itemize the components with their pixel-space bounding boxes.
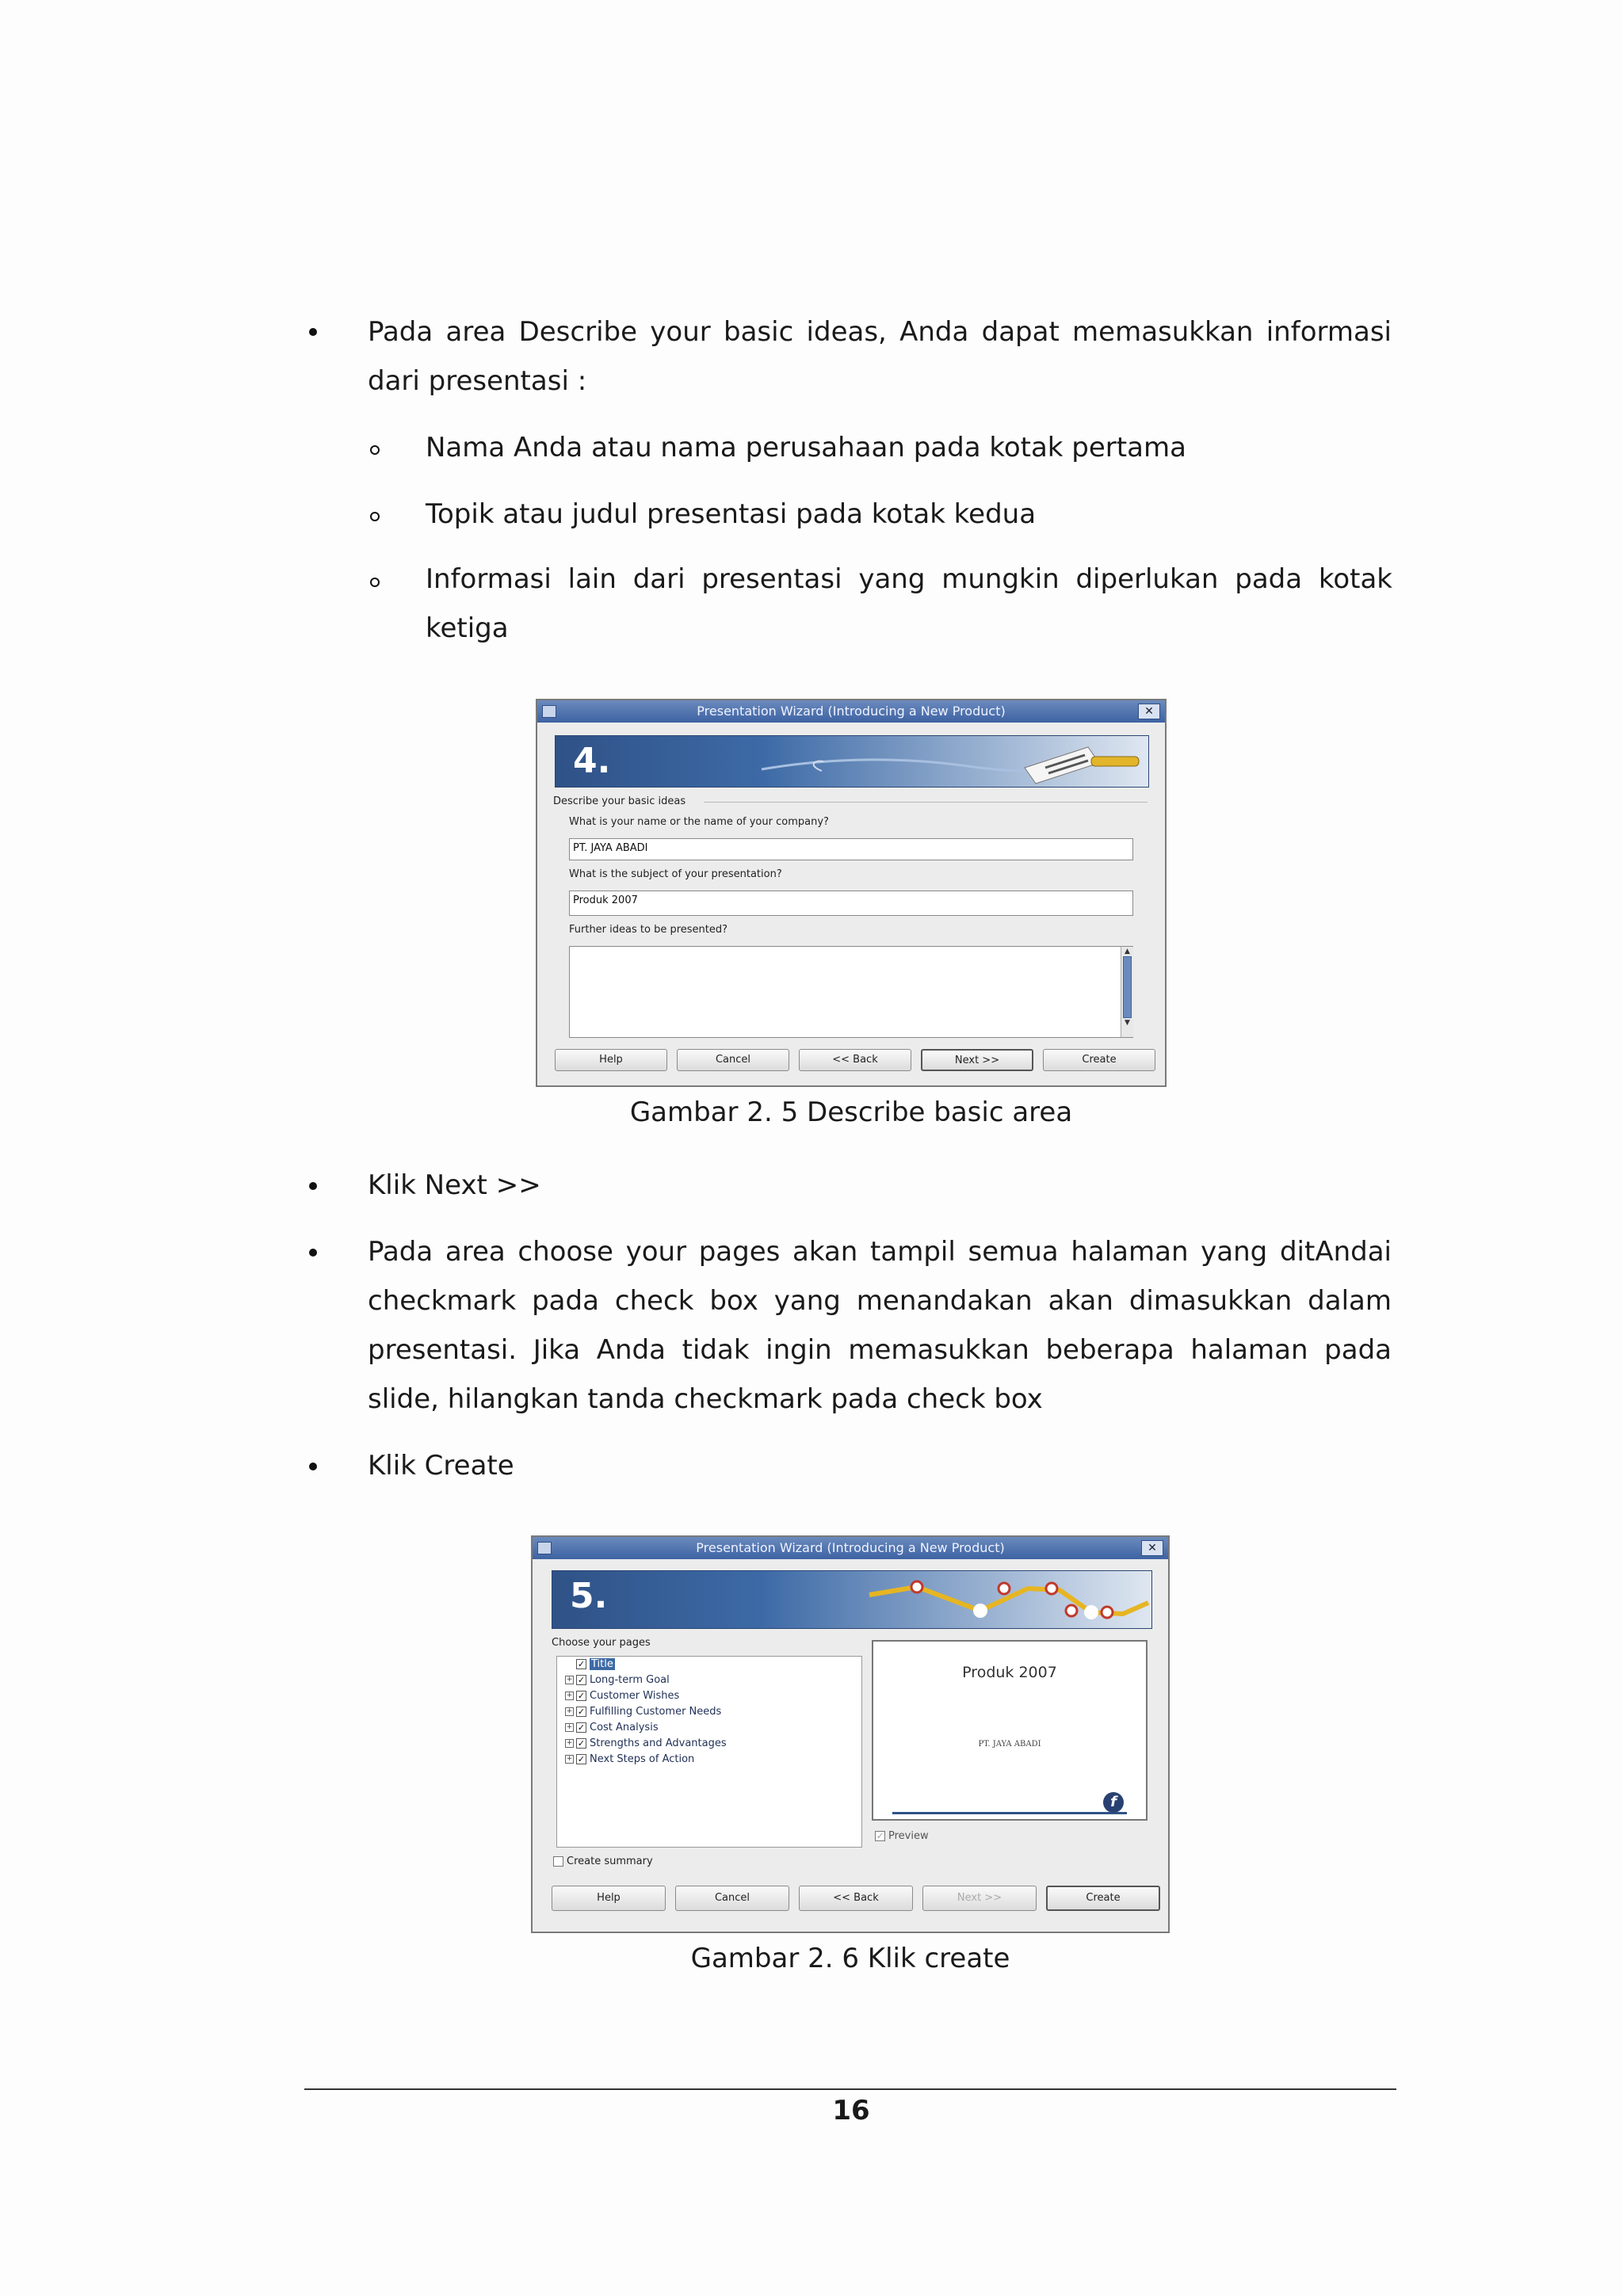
tree-item-label: Customer Wishes [590, 1690, 680, 1702]
help-button[interactable]: Help [555, 1049, 667, 1071]
tree-item-label: Strengths and Advantages [590, 1737, 727, 1749]
subject-input[interactable]: Produk 2007 [569, 891, 1133, 916]
create-button[interactable]: Create [1043, 1049, 1155, 1071]
tree-item-strengths[interactable] [565, 1737, 727, 1749]
cancel-button[interactable]: Cancel [677, 1049, 789, 1071]
tree-item-cost-analysis[interactable] [565, 1722, 659, 1733]
page-number: 16 [832, 2095, 870, 2126]
pages-tree[interactable] [556, 1656, 862, 1848]
next-button[interactable]: Next >> [921, 1049, 1033, 1071]
checkbox-icon[interactable]: ✓ [577, 1738, 586, 1749]
checkbox-icon[interactable]: ✓ [577, 1707, 586, 1717]
preview-slide-subtitle: PT. JAYA ABADI [978, 1740, 1041, 1749]
create-summary-checkbox[interactable] [553, 1855, 653, 1867]
window-titlebar [533, 1537, 1168, 1559]
sub-bullet-marker [370, 445, 380, 455]
scrollbar-thumb[interactable] [1123, 956, 1132, 1018]
step-number: 5. [570, 1576, 608, 1616]
help-button[interactable]: Help [552, 1886, 666, 1911]
expand-icon[interactable]: + [566, 1723, 573, 1731]
tree-item-next-steps[interactable] [565, 1753, 694, 1765]
tree-item-label: Long-term Goal [590, 1674, 670, 1686]
create-button[interactable]: Create [1046, 1886, 1160, 1911]
sub-bullet-marker [370, 512, 380, 521]
preview-slide-underline [892, 1812, 1127, 1814]
subject-label: What is the subject of your presentation? [569, 868, 782, 880]
wizard-window-describe [536, 699, 1167, 1087]
preview-pane [872, 1640, 1148, 1821]
bullet-choose-pages: Pada area choose your pages akan tampil semua halaman yang ditAndai checkmark pada check box yang menandakan akan dimasukkan dalam presentasi. Jika Anda tidak ingin memasukkan beberapa halaman pada slide, hilangkan tanda checkmark pada check box [368, 1236, 1392, 1415]
bullet-klik-next: Klik Next >> [368, 1169, 541, 1201]
expand-icon[interactable]: + [566, 1739, 573, 1747]
group-label-choose-pages: Choose your pages [552, 1637, 651, 1649]
expand-icon[interactable]: + [566, 1691, 573, 1699]
wizard-banner [552, 1570, 1152, 1629]
company-name-label: What is your name or the name of your company? [569, 816, 829, 828]
next-button[interactable]: Next >> [922, 1886, 1037, 1911]
close-icon[interactable]: ✕ [1138, 704, 1160, 719]
checkbox-icon[interactable]: ✓ [577, 1675, 586, 1685]
step-number: 4. [573, 741, 611, 781]
checkbox-icon[interactable]: ✓ [577, 1659, 586, 1669]
wizard-window-choose-pages [531, 1535, 1170, 1933]
checkbox-icon[interactable]: ✓ [577, 1722, 586, 1733]
window-menu-icon[interactable] [542, 705, 556, 718]
preview-checkbox[interactable] [875, 1830, 929, 1842]
bullet-marker [309, 1182, 317, 1190]
window-title: Presentation Wizard (Introducing a New Product) [696, 1540, 1005, 1555]
tree-item-label: Title [591, 1658, 613, 1670]
bullet-marker [309, 328, 317, 336]
back-button[interactable]: << Back [799, 1886, 913, 1911]
checkbox-icon[interactable]: ✓ [577, 1754, 586, 1764]
create-summary-label: Create summary [567, 1855, 653, 1867]
expand-icon[interactable]: + [566, 1707, 573, 1715]
sub-bullet-topic: Topik atau judul presentasi pada kotak kedua [426, 498, 1037, 530]
checkbox-icon[interactable]: ✓ [876, 1831, 884, 1841]
expand-icon[interactable]: + [566, 1755, 573, 1763]
checkbox-icon[interactable]: ✓ [577, 1691, 586, 1701]
bullet-klik-create: Klik Create [368, 1450, 514, 1482]
tree-item-long-term-goal[interactable] [565, 1674, 670, 1686]
back-button[interactable]: << Back [799, 1049, 911, 1071]
tree-item-label: Fulfilling Customer Needs [590, 1706, 722, 1718]
textarea-scrollbar[interactable] [1121, 947, 1133, 1037]
group-separator [704, 802, 1148, 803]
sub-bullet-marker [370, 578, 380, 587]
window-titlebar [537, 700, 1165, 723]
close-icon[interactable]: ✕ [1141, 1540, 1163, 1556]
bullet-marker [309, 1249, 317, 1257]
further-ideas-textarea[interactable] [569, 946, 1133, 1038]
banner-chart-graphic [552, 1571, 1151, 1628]
tree-item-title[interactable] [565, 1658, 615, 1670]
scroll-up-icon[interactable]: ▲ [1125, 948, 1130, 955]
window-title: Presentation Wizard (Introducing a New Product) [697, 704, 1006, 719]
further-ideas-label: Further ideas to be presented? [569, 924, 728, 936]
window-menu-icon[interactable] [537, 1542, 552, 1554]
fedora-logo-icon: f [1103, 1792, 1124, 1813]
figure-caption-1: Gambar 2. 5 Describe basic area [629, 1097, 1073, 1128]
company-name-input[interactable]: PT. JAYA ABADI [569, 838, 1133, 860]
tree-item-label: Cost Analysis [590, 1722, 659, 1733]
figure-caption-2: Gambar 2. 6 Klik create [690, 1943, 1010, 1974]
preview-slide-title: Produk 2007 [962, 1664, 1057, 1681]
tree-item-fulfilling-needs[interactable] [565, 1706, 721, 1718]
tree-spacer [565, 1660, 574, 1669]
sub-bullet-name: Nama Anda atau nama perusahaan pada kotak pertama [426, 432, 1186, 463]
checkbox-icon[interactable] [553, 1856, 563, 1867]
group-label-describe: Describe your basic ideas [553, 795, 686, 807]
preview-checkbox-label: Preview [888, 1830, 929, 1842]
bullet-describe-ideas: Pada area Describe your basic ideas, Anda dapat memasukkan informasi dari presentasi : [368, 316, 1392, 397]
footer-rule [304, 2088, 1396, 2090]
tree-item-customer-wishes[interactable] [565, 1690, 679, 1702]
tree-item-label: Next Steps of Action [590, 1753, 695, 1765]
presentation-card-icon [1017, 736, 1144, 787]
cancel-button[interactable]: Cancel [675, 1886, 789, 1911]
expand-icon[interactable]: + [566, 1676, 573, 1684]
wizard-banner [555, 735, 1149, 788]
bullet-marker [309, 1463, 317, 1470]
scroll-down-icon[interactable]: ▼ [1125, 1019, 1130, 1027]
sub-bullet-other-info: Informasi lain dari presentasi yang mungkin diperlukan pada kotak ketiga [426, 563, 1392, 644]
